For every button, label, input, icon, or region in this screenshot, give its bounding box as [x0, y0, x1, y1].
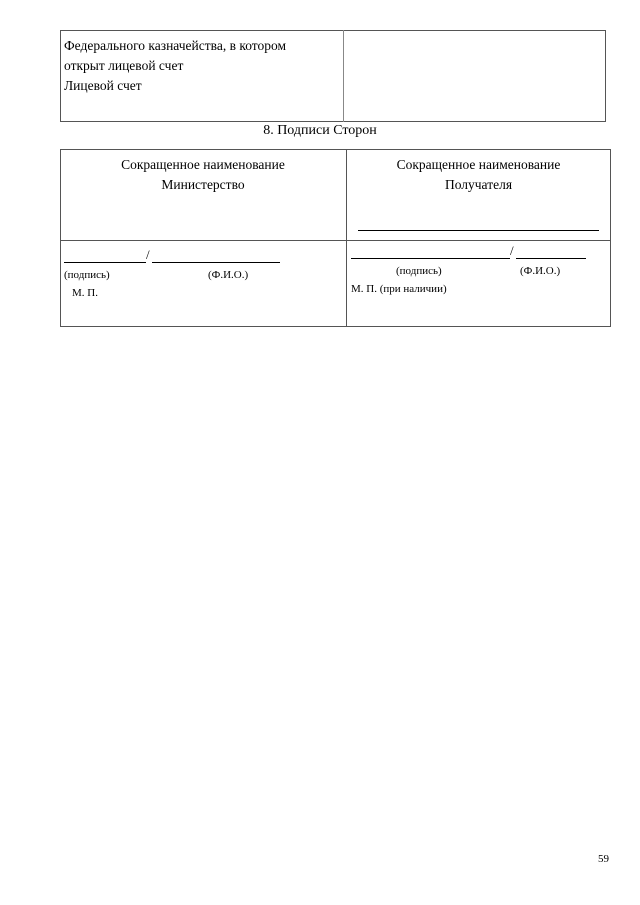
ministry-header-line-1: Сокращенное наименование	[121, 157, 285, 172]
ministry-seal-label: М. П.	[72, 287, 98, 299]
ministry-signature-line	[64, 262, 146, 263]
recipient-name-caption: (Ф.И.О.)	[520, 265, 561, 277]
bank-details-divider	[343, 30, 344, 122]
ministry-name-line	[152, 262, 280, 263]
bank-details-line-1: Федерального казначейства, в котором	[64, 38, 287, 53]
ministry-name-caption: (Ф.И.О.)	[208, 269, 249, 281]
page-number: 59	[598, 853, 609, 865]
account-number-label: Лицевой счет	[64, 78, 142, 93]
ministry-header-line-2: Министерство	[161, 177, 245, 192]
recipient-seal-label: М. П. (при наличии)	[351, 283, 447, 295]
section-heading: 8. Подписи Сторон	[263, 123, 377, 138]
recipient-header-line-1: Сокращенное наименование	[396, 157, 561, 172]
recipient-signature-line	[351, 258, 510, 259]
signatures-table-row-divider	[60, 240, 611, 241]
recipient-name-line	[358, 230, 599, 231]
recipient-header-line-2: Получателя	[444, 177, 513, 192]
recipient-signature-slash: /	[510, 243, 514, 258]
ministry-signature-slash: /	[146, 247, 150, 262]
recipient-signature-caption: (подпись)	[396, 265, 442, 277]
recipient-name-line-2	[516, 258, 586, 259]
ministry-signature-caption: (подпись)	[64, 269, 110, 281]
bank-details-line-2: открыт лицевой счет	[64, 58, 184, 73]
